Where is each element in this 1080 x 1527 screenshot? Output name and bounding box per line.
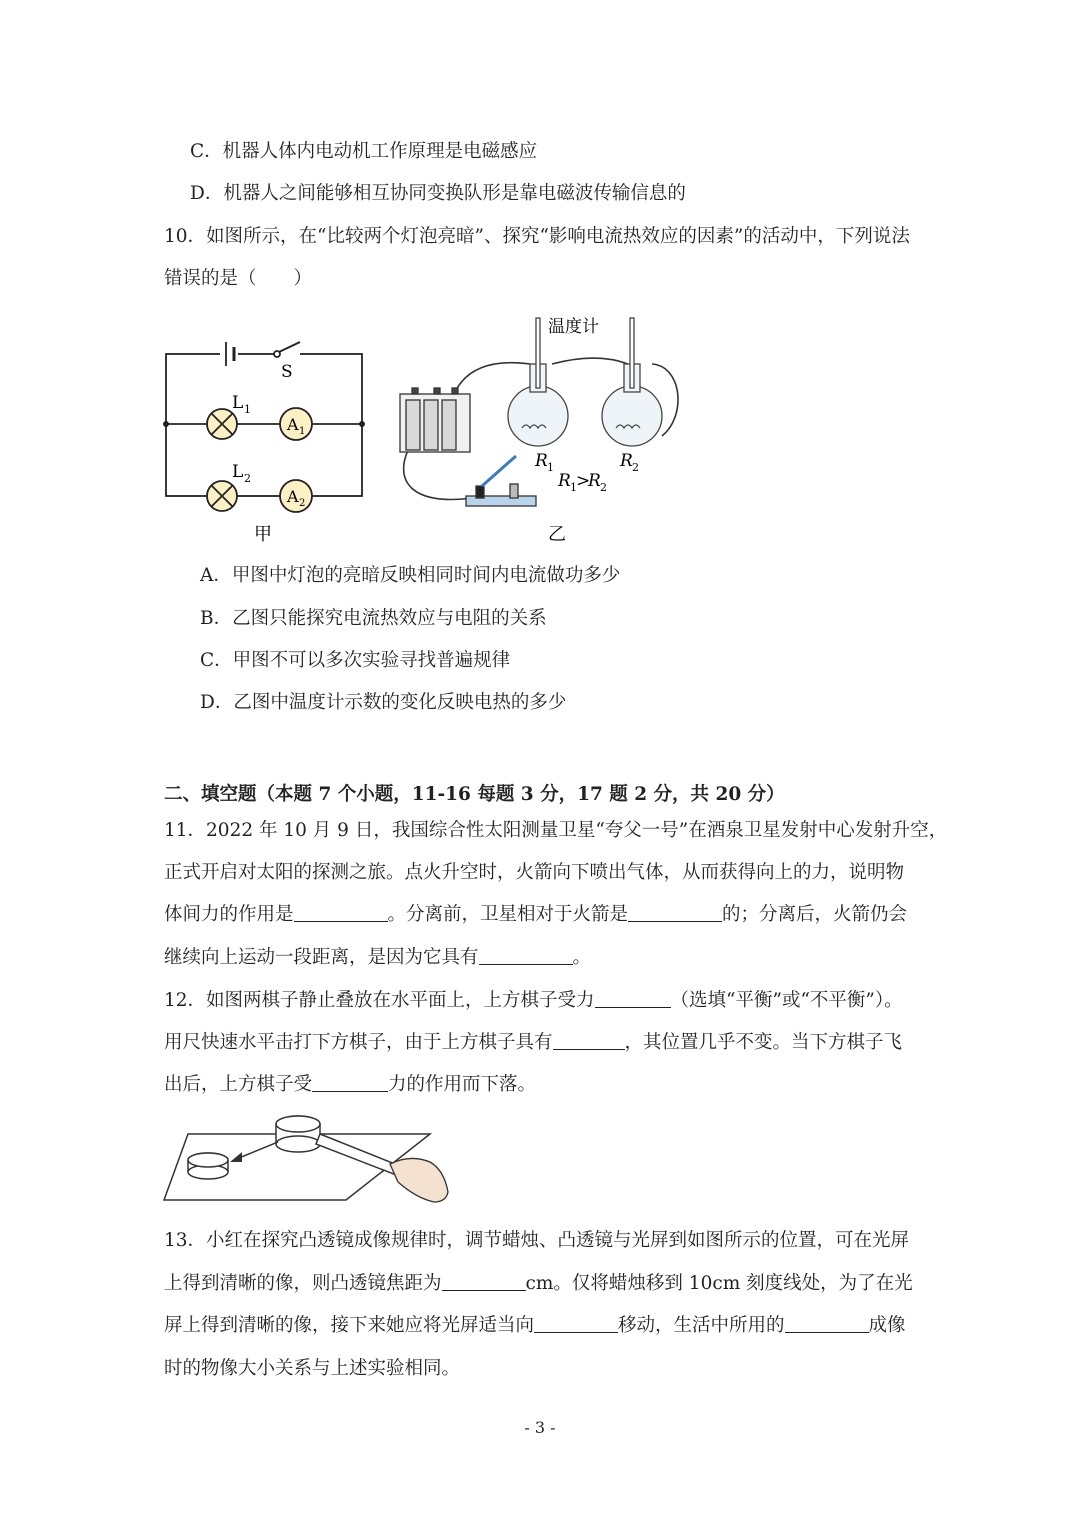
answer-blank[interactable] <box>479 946 573 965</box>
lamp2-sub: 2 <box>244 472 251 485</box>
q11-line4: 继续向上运动一段距离，是因为它具有 。 <box>164 947 592 968</box>
lamp2-label: L <box>232 462 244 482</box>
q10-stem-line2: 错误的是（ ） <box>164 268 313 289</box>
q10-option-b: B．乙图只能探究电流热效应与电阻的关系 <box>200 608 547 629</box>
ammeter1-label: A <box>287 415 299 434</box>
answer-blank[interactable] <box>553 1031 625 1050</box>
ammeter2-sub: 2 <box>299 498 306 509</box>
chess-pieces-figure <box>160 1112 460 1206</box>
page-number: - 3 - <box>524 1418 556 1437</box>
q9-option-d: D．机器人之间能够相互协同变换队形是靠电磁波传输信息的 <box>190 183 686 204</box>
answer-blank[interactable] <box>312 1073 388 1092</box>
r2-label: R <box>620 451 633 471</box>
r1-label: R <box>535 451 548 471</box>
answer-blank[interactable] <box>534 1314 618 1333</box>
lamp1-label: L <box>232 393 244 413</box>
q11-line1: 11．2022 年 10 月 9 日，我国综合性太阳测量卫星“夸父一号”在酒泉卫星发射中心发射升空， <box>164 820 948 841</box>
q10-option-c: C．甲图不可以多次实验寻找普遍规律 <box>200 650 511 671</box>
q11-line3: 体间力的作用是 。分离前，卫星相对于火箭是 的；分离后，火箭仍会 <box>164 904 908 925</box>
q9-option-c: C．机器人体内电动机工作原理是电磁感应 <box>190 141 538 162</box>
r1-sub: 1 <box>547 461 554 474</box>
figure-jia-caption: 甲 <box>254 524 272 545</box>
q13-line3: 屏上得到清晰的像，接下来她应将光屏适当向 移动，生活中所用的 成像 <box>164 1315 906 1336</box>
answer-blank[interactable] <box>628 903 722 922</box>
ammeter1-sub: 1 <box>299 426 306 437</box>
answer-blank[interactable] <box>785 1314 869 1333</box>
q13-line1: 13．小红在探究凸透镜成像规律时，调节蜡烛、凸透镜与光屏到如图所示的位置，可在光屏 <box>164 1230 910 1251</box>
heating-experiment-yi <box>392 306 692 556</box>
svg-text:R: R <box>588 471 601 491</box>
q10-stem-line1: 10．如图所示，在“比较两个灯泡亮暗”、探究“影响电流热效应的因素”的活动中，下列说法 <box>164 226 910 247</box>
figure-yi-caption: 乙 <box>548 524 566 545</box>
q10-option-d: D．乙图中温度计示数的变化反映电热的多少 <box>200 692 567 713</box>
answer-blank[interactable] <box>294 903 388 922</box>
ammeter2-label: A <box>287 487 299 506</box>
lamp1-sub: 1 <box>244 403 251 416</box>
circuit-diagram-jia <box>150 330 390 550</box>
svg-text:>: > <box>576 471 591 491</box>
r2-sub: 2 <box>632 461 639 474</box>
section2-title: 二、填空题（本题 7 个小题，11-16 每题 3 分，17 题 2 分，共 20 分） <box>164 784 785 805</box>
resistance-relation <box>557 471 607 494</box>
q13-line4: 时的物像大小关系与上述实验相同。 <box>164 1358 461 1379</box>
q10-option-a: A．甲图中灯泡的亮暗反映相同时间内电流做功多少 <box>200 565 621 586</box>
q12-line2: 用尺快速水平击打下方棋子，由于上方棋子具有 ，其位置几乎不变。当下方棋子飞 <box>164 1032 903 1053</box>
q13-line2: 上得到清晰的像，则凸透镜焦距为 cm。仅将蜡烛移到 10cm 刻度线处，为了在光 <box>164 1273 913 1294</box>
svg-text:2: 2 <box>600 481 607 494</box>
switch-label: S <box>281 362 293 382</box>
svg-text:R: R <box>558 471 571 491</box>
answer-blank[interactable] <box>595 989 671 1008</box>
thermometer-label: 温度计 <box>548 317 599 337</box>
answer-blank[interactable] <box>442 1272 526 1291</box>
q11-line2: 正式开启对太阳的探测之旅。点火升空时，火箭向下喷出气体，从而获得向上的力，说明物 <box>164 862 905 883</box>
svg-text:1: 1 <box>570 481 577 494</box>
q12-line1: 12．如图两棋子静止叠放在水平面上，上方棋子受力 （选填“平衡”或“不平衡”）。 <box>164 990 903 1011</box>
q12-line3: 出后，上方棋子受 力的作用而下落。 <box>164 1074 537 1095</box>
